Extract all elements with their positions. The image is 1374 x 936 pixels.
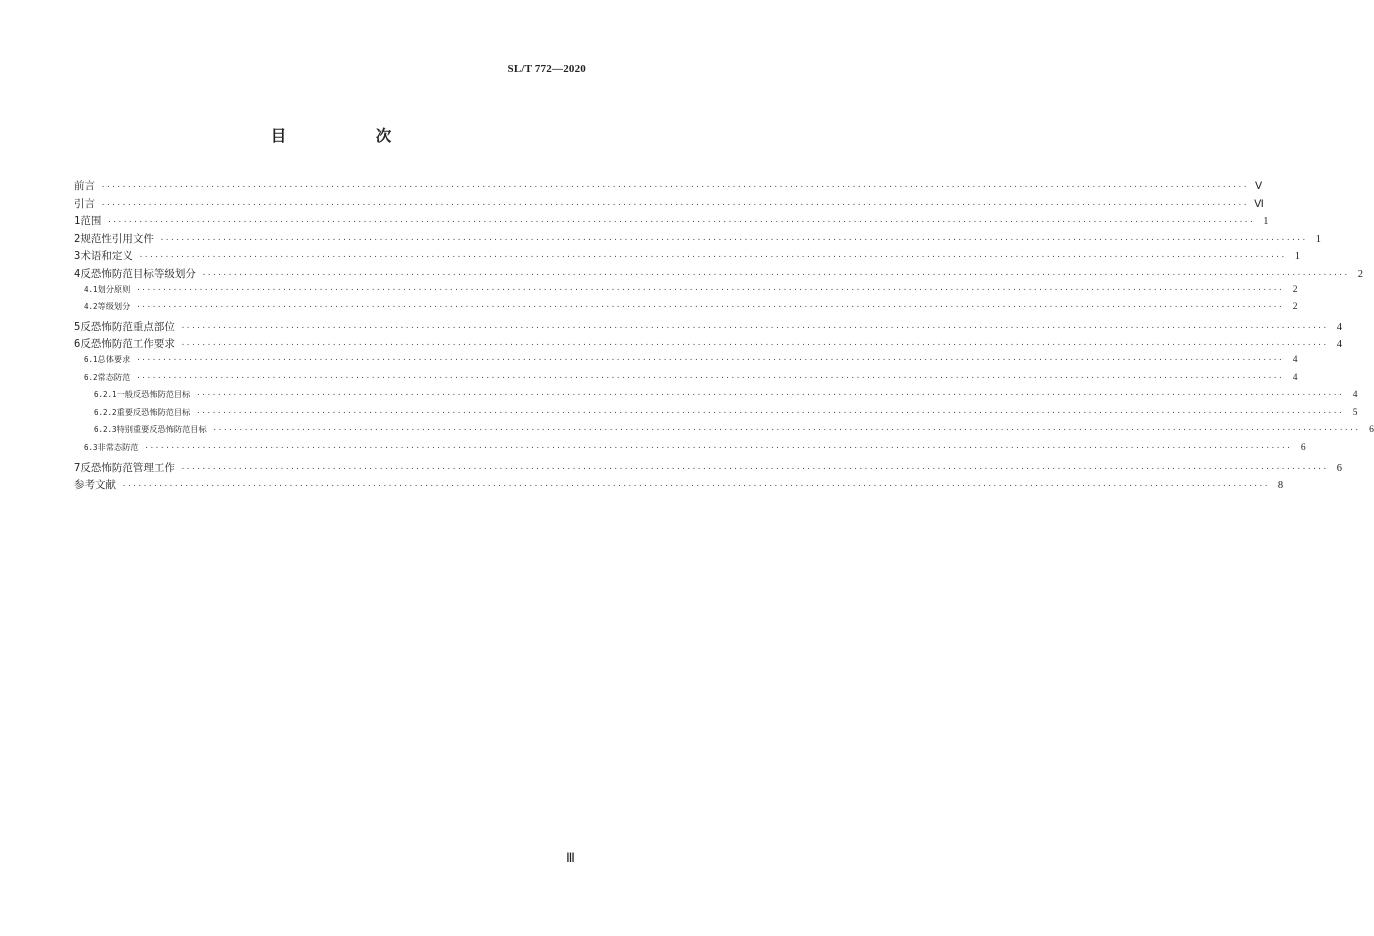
toc-entry[interactable]	[74, 353, 1298, 372]
toc-entry-page: 1	[1315, 233, 1321, 245]
dot-leader: ····························································································································································································································	[136, 285, 1284, 294]
dot-leader: ····························································································································································································································	[107, 218, 1255, 227]
dot-leader: ····························································································································································································································	[144, 443, 1292, 452]
toc-entry-page: 2	[1292, 284, 1298, 295]
toc-entry-page: 6	[1369, 425, 1374, 436]
toc-entry-page: 4	[1336, 339, 1342, 351]
toc-entry-page: 2	[1292, 302, 1298, 313]
toc-entry-number: 2	[74, 232, 81, 245]
toc-entry-number: 1	[74, 215, 81, 228]
dot-leader: ····························································································································································································································	[212, 426, 1360, 435]
toc-entry[interactable]	[74, 196, 1264, 214]
dot-leader: ····························································································································································································································	[196, 391, 1344, 400]
toc-entry-number: 6	[74, 338, 81, 351]
toc-entry-label: 术语和定义	[80, 250, 133, 263]
dot-leader: ····························································································································································································································	[136, 373, 1284, 382]
page-title: 目 次	[270, 126, 434, 145]
toc-entry-number: 4.1	[84, 284, 98, 294]
toc-entry[interactable]	[74, 406, 1358, 425]
dot-leader: ····························································································································································································································	[159, 235, 1307, 244]
toc-entry[interactable]	[74, 301, 1298, 319]
toc-entry-page: 6	[1300, 442, 1306, 453]
toc-entry-page: 4	[1352, 390, 1358, 401]
dot-leader: ····························································································································································································································	[138, 253, 1286, 262]
toc-entry-page: 4	[1292, 354, 1298, 365]
toc-entry[interactable]	[74, 477, 1284, 495]
toc-entry-page: 4	[1292, 372, 1298, 383]
toc-entry[interactable]	[74, 266, 1363, 284]
toc-entry-page: 2	[1357, 268, 1363, 280]
toc-entry[interactable]	[74, 283, 1298, 302]
toc-entry-label: 反恐怖防范管理工作	[80, 461, 175, 474]
toc-entry-number: 6.1	[84, 354, 98, 364]
toc-entry-number: 6.2	[84, 372, 98, 382]
dot-leader: ····························································································································································································································	[180, 464, 1328, 473]
toc-entry-page: 8	[1277, 480, 1284, 492]
dot-leader: ····························································································································································································································	[136, 355, 1284, 364]
toc-entry-number: 5	[74, 320, 81, 333]
dot-leader: ····························································································································································································································	[101, 200, 1249, 209]
toc-entry-label: 反恐怖防范工作要求	[80, 338, 175, 351]
toc-entry-number: 4	[74, 267, 81, 280]
toc-entry-label: 一般反恐怖防范目标	[116, 389, 191, 400]
toc-entry-number: 4.2	[84, 302, 98, 312]
toc-entry-number: 7	[74, 461, 81, 474]
toc-entry-page: 4	[1336, 321, 1342, 333]
toc-entry-label: 划分原则	[97, 283, 131, 294]
toc-entry-page: 1	[1263, 216, 1269, 228]
document-code: SL/T 772—2020	[507, 63, 586, 75]
toc-entry[interactable]	[74, 336, 1342, 354]
toc-entry-label: 总体要求	[97, 353, 131, 364]
toc-entry-label: 常态防范	[97, 371, 131, 382]
table-of-contents	[74, 178, 1374, 495]
toc-entry[interactable]	[74, 213, 1269, 231]
toc-entry-label: 参考文献	[74, 479, 116, 492]
toc-entry[interactable]	[74, 441, 1306, 460]
toc-entry[interactable]	[74, 424, 1374, 442]
dot-leader: ····························································································································································································································	[101, 183, 1249, 191]
toc-entry-page: Ⅴ	[1254, 181, 1263, 192]
toc-entry[interactable]	[74, 319, 1342, 337]
toc-entry[interactable]	[74, 371, 1298, 390]
toc-entry-label: 范围	[80, 215, 102, 228]
dot-leader: ····························································································································································································································	[196, 408, 1344, 417]
toc-entry-page: 1	[1294, 251, 1300, 263]
toc-entry-label: 特别重要反恐怖防范目标	[116, 424, 207, 435]
toc-entry-number: 6.2.1	[94, 390, 117, 400]
toc-entry-label: 引言	[74, 197, 95, 210]
toc-entry-number: 6.2.2	[94, 407, 117, 417]
toc-entry-label: 规范性引用文件	[80, 232, 154, 245]
toc-entry-number: 3	[74, 250, 81, 263]
dot-leader: ····························································································································································································································	[136, 303, 1284, 312]
toc-entry-label: 前言	[74, 180, 95, 192]
toc-entry-label: 非常态防范	[97, 441, 139, 452]
dot-leader: ····························································································································································································································	[122, 482, 1270, 491]
toc-entry[interactable]	[74, 460, 1342, 478]
toc-entry-page: Ⅵ	[1254, 198, 1264, 210]
toc-entry-label: 反恐怖防范目标等级划分	[80, 267, 196, 280]
dot-leader: ····························································································································································································································	[180, 323, 1328, 332]
toc-entry-number: 6.3	[84, 442, 98, 452]
page-number: Ⅲ	[566, 850, 575, 865]
toc-entry-number: 6.2.3	[94, 425, 117, 435]
dot-leader: ····························································································································································································································	[201, 270, 1349, 279]
toc-entry-page: 6	[1336, 462, 1342, 474]
toc-entry-label: 反恐怖防范重点部位	[80, 320, 175, 333]
toc-entry[interactable]	[74, 248, 1300, 266]
toc-entry-label: 等级划分	[97, 301, 131, 312]
toc-entry[interactable]	[74, 178, 1263, 196]
dot-leader: ····························································································································································································································	[180, 341, 1328, 350]
toc-entry[interactable]	[74, 231, 1321, 249]
toc-entry-page: 5	[1352, 407, 1358, 418]
toc-entry-label: 重要反恐怖防范目标	[116, 406, 191, 417]
toc-entry[interactable]	[74, 389, 1358, 407]
